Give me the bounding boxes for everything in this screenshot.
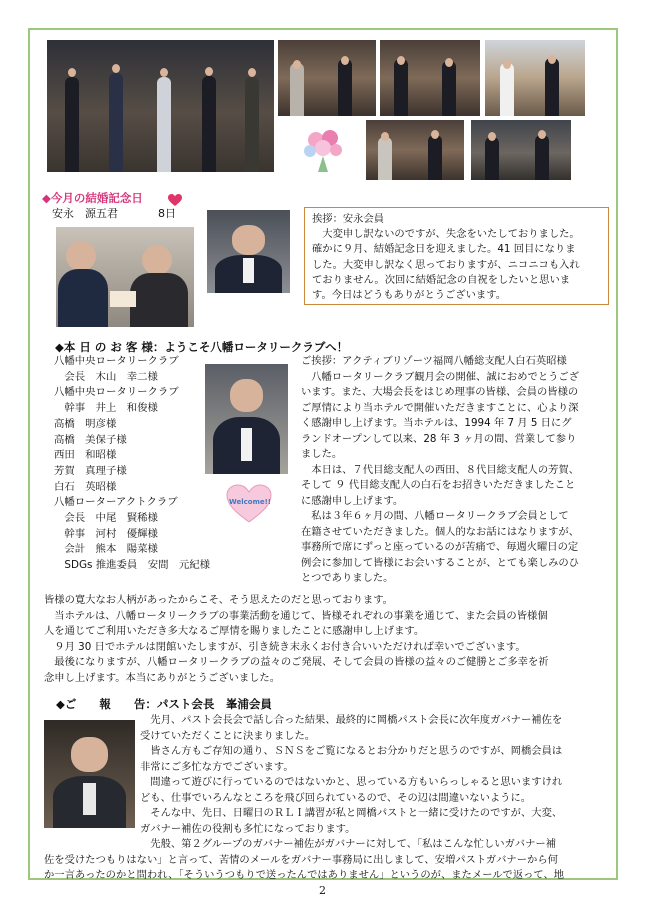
guest-list-item: 八幡中央ロータリークラブ <box>54 355 179 367</box>
guest-speech-line: います。また、大場会長をはじめ理事の皆様、会員の皆様の <box>301 386 579 398</box>
anniversary-greeting-line: す。今日はどうもありがとうございます。 <box>312 289 506 302</box>
guest-speech-line: 本日は、７代目総支配人の西田、８代目総支配人の芳賀、 <box>301 463 580 476</box>
guest-list-item: SDGs 推進委員 安間 元紀様 <box>54 559 211 572</box>
welcome-heart-icon <box>226 484 272 524</box>
guest-speech-line: 八幡ロータリークラブ観月会の開催、誠におめでとうござ <box>301 370 580 383</box>
guest-speech-line: く感謝申し上げます。当ホテルは、1994 年 7 月 5 日にグ <box>301 417 572 429</box>
announcement-line: 受けていただくことに決まりました。 <box>140 729 316 742</box>
guest-speech-continued <box>44 593 549 686</box>
guest-speech-line: に感謝申し上げます。 <box>301 494 404 507</box>
guest-speech-cont-line: 当ホテルは、八幡ロータリークラブの事業活動を通じて、皆様それぞれの事業を通じて、また会員の皆様個 <box>44 609 548 622</box>
guest-speech-cont-line: 念申し上げます。本当にありがとうございました。 <box>44 671 281 684</box>
guest-speech-line: ご厚情により当ホテルで開催いただきますことに、心より深 <box>301 401 579 414</box>
photo-handshake-4 <box>366 120 464 180</box>
photo-anniversary-couple <box>56 227 194 327</box>
guest-list-item: 高橋 明彦様 <box>54 417 117 430</box>
anniversary-greeting-box <box>304 207 609 305</box>
guest-list-item: 八幡ローターアクトクラブ <box>54 496 178 509</box>
guest-list-item: 八幡中央ロータリークラブ <box>54 386 179 399</box>
flower-bouquet-icon <box>296 124 352 174</box>
guest-speech-cont-line: ９月 30 日でホテルは閉館いたしますが、引き続き末永くお付き合いいただければ幸いでございます。 <box>44 640 526 653</box>
guests-heading: ◆本 日 の お 客 様：ようこそ八幡ロータリークラブへ！ <box>55 340 349 354</box>
guest-speech-line: 事務所で席にずっと座っているのが苦痛で、毎週火曜日の定 <box>301 541 579 553</box>
anniversary-greeting-line: 確かに９月、結婚記念日を迎えました。41 回目になりま <box>312 243 576 256</box>
guest-speech-line: ご挨拶：アクティブリゾーツ福岡八幡総支配人白石英昭様 <box>301 355 567 367</box>
announcement-line: 先月、パスト会長会で話し合った結果、最終的に岡橋パスト会長に次年度ガバナー補佐を <box>140 714 563 726</box>
welcome-label: Welcome!! <box>229 498 272 506</box>
guest-list-item: 西田 和昭様 <box>54 449 117 462</box>
announcement-line: ガバナー補佐の役割も多忙になっております。 <box>140 822 356 835</box>
photo-handshake-2 <box>380 40 480 116</box>
guest-list-item: 芳賀 真理子様 <box>54 464 127 477</box>
guest-list-item: 高橋 美保子様 <box>54 433 127 446</box>
anniversary-greeting-line: した。大変申し訳なく思っておりますが、ニコニコも入れ <box>312 258 580 271</box>
page-number: 2 <box>319 884 326 897</box>
photo-announcement-speaker <box>44 720 135 828</box>
guest-speech <box>301 354 579 587</box>
group-photo-main <box>47 40 274 172</box>
guest-list-item: 幹事 井上 和俊様 <box>54 402 158 415</box>
announcement-line: 皆さん方もご存知の通り、ＳＮＳをご覧になるとお分かりだと思うのですが、岡橋会員は <box>140 745 563 757</box>
announcement-body-wide <box>44 837 564 884</box>
photo-anniversary-speaker <box>207 210 290 293</box>
photo-guest-speaker <box>205 364 288 474</box>
announcement-line: 間違って遊びに行っているのではないかと、思っている方もいらっしゃると思いますけれ <box>140 776 563 788</box>
photo-handshake-5 <box>471 120 571 180</box>
announcement-line: 佐を受けたつもりはない」と言って、苦情のメールをガバナー事務局に出しまして、安増パストガバナーから何 <box>44 853 558 866</box>
guest-list-item: 会長 木山 幸二様 <box>54 370 158 383</box>
announcement-line: か一言あったのかと問われ、「そういうつもりで送ったんではありません」というのが、またメールで返って、地 <box>44 869 565 881</box>
guest-list-item: 白石 英昭様 <box>54 480 117 493</box>
guest-speech-line: ました。 <box>301 448 343 460</box>
guest-list-item: 幹事 河村 優輝様 <box>54 527 158 540</box>
photo-handshake-3 <box>485 40 585 116</box>
announcement-line: ども、仕事でいろんなところを飛び回られているので、その辺は間違いないように。 <box>140 791 532 804</box>
photo-handshake-1 <box>278 40 376 116</box>
anniversary-heading: ◆今月の結婚記念日 <box>42 191 143 205</box>
guest-list-item: 会長 中尾 賢稀様 <box>54 512 158 525</box>
guest-speech-line: 在籍させていただきました。個人的なお話にはなりますが、 <box>301 525 580 538</box>
guest-speech-line: とつでありました。 <box>301 572 394 584</box>
anniversary-greeting-line: 大変申し訳ないのですが、失念をいたしておりました。 <box>312 228 580 241</box>
announcement-line: 非常にご多忙な方でございます。 <box>140 760 294 773</box>
guest-speech-line: 例会に参加して皆様にお会いすることが、とても楽しみのひ <box>301 556 580 569</box>
anniversary-greeting-line: ておりません。次回に結婚記念の自祝をしたいと思いま <box>312 273 571 286</box>
anniversary-member-name: 安永 源五君 <box>52 207 118 220</box>
guest-speech-line: ランドオープンして以来、28 年 3 ヶ月の間、営業して参り <box>301 432 577 445</box>
guest-speech-cont-line: 最後になりますが、八幡ロータリークラブの益々のご発展、そして会員の皆様の益々のご健勝とご多幸を祈 <box>44 656 549 668</box>
guest-speech-line: 私は３年６ヶ月の間、八幡ロータリークラブ会員として <box>301 510 569 522</box>
anniversary-member-date: 8日 <box>158 207 176 220</box>
guest-speech-line: そして ９ 代目総支配人の白石をお招きいただきましたこと <box>301 479 576 491</box>
announcement-body <box>140 713 562 837</box>
guest-speech-cont-line: 人を通じてご利用いただき多大なるご厚情を賜りましたことに感謝申し上げます。 <box>44 625 425 637</box>
guest-list-item: 会計 熊本 陽菜様 <box>54 543 158 556</box>
announcement-line: 先般、第２グループのガバナー補佐がガバナーに対して、「私はこんな忙しいガバナー補 <box>140 838 556 850</box>
announcement-line: そんな中、先日、日曜日のＲＬＩ講習が私と岡橋パストと一緒に受けたのですが、大変、 <box>140 807 563 819</box>
anniversary-greeting-title: 挨拶：安永会員 <box>312 213 385 225</box>
announcement-heading: ◆ご 報 告：パスト会長 峯浦会員 <box>56 697 272 711</box>
guest-speech-cont-line: 皆様の寛大なお人柄があったからこそ、そう思えたのだと思っております。 <box>44 594 393 606</box>
guest-list <box>54 354 210 574</box>
